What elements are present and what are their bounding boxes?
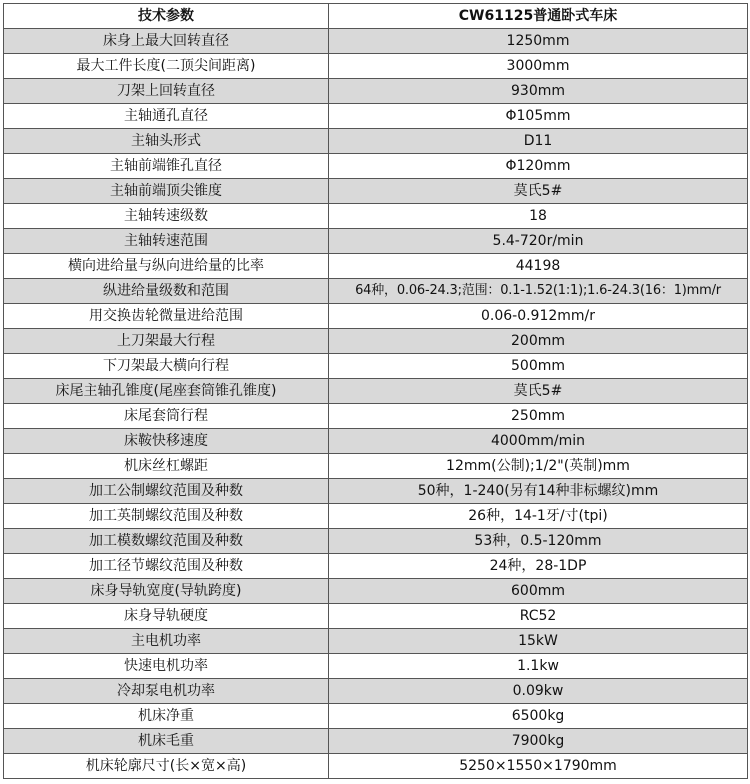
parameter-name-cell: 机床轮廓尺寸(长×宽×高) — [4, 754, 329, 779]
parameter-value-cell: RC52 — [329, 604, 748, 629]
table-row — [4, 429, 748, 454]
parameter-value-cell: 250mm — [329, 404, 748, 429]
table-row — [4, 104, 748, 129]
parameter-value-cell: Φ120mm — [329, 154, 748, 179]
parameter-value-cell: 4000mm/min — [329, 429, 748, 454]
table-row — [4, 554, 748, 579]
table-row — [4, 604, 748, 629]
table-row — [4, 504, 748, 529]
table-row — [4, 204, 748, 229]
parameter-value-cell: 200mm — [329, 329, 748, 354]
parameter-value-cell: 6500kg — [329, 704, 748, 729]
parameter-name-cell: 机床净重 — [4, 704, 329, 729]
table-row — [4, 579, 748, 604]
parameter-value-cell: 930mm — [329, 79, 748, 104]
parameter-value-cell: 5250×1550×1790mm — [329, 754, 748, 779]
table-row — [4, 404, 748, 429]
parameter-value-cell: 0.06-0.912mm/r — [329, 304, 748, 329]
parameter-name-cell: 用交换齿轮微量进给范围 — [4, 304, 329, 329]
table-row — [4, 379, 748, 404]
parameter-value-cell: 15kW — [329, 629, 748, 654]
parameter-value-cell: 64种，0.06-24.3;范围：0.1-1.52(1:1);1.6-24.3(16：1)mm/r — [329, 279, 748, 304]
parameter-name-cell: 上刀架最大行程 — [4, 329, 329, 354]
table-row — [4, 754, 748, 779]
parameter-value-cell: Φ105mm — [329, 104, 748, 129]
parameter-name-cell: 快速电机功率 — [4, 654, 329, 679]
table-row — [4, 654, 748, 679]
table-row — [4, 329, 748, 354]
parameter-value-cell: 53种，0.5-120mm — [329, 529, 748, 554]
parameter-value-cell: 莫氏5# — [329, 179, 748, 204]
parameter-name-cell: 加工径节螺纹范围及种数 — [4, 554, 329, 579]
table-row — [4, 279, 748, 304]
header-model: CW61125普通卧式车床 — [329, 4, 748, 29]
parameter-name-cell: 床身导轨宽度(导轨跨度) — [4, 579, 329, 604]
table-row — [4, 304, 748, 329]
parameter-name-cell: 主轴前端锥孔直径 — [4, 154, 329, 179]
spec-table-body — [4, 29, 748, 779]
table-row — [4, 529, 748, 554]
parameter-value-cell: 7900kg — [329, 729, 748, 754]
parameter-value-cell: 莫氏5# — [329, 379, 748, 404]
spec-table — [3, 3, 748, 779]
parameter-name-cell: 主轴前端顶尖锥度 — [4, 179, 329, 204]
parameter-name-cell: 冷却泵电机功率 — [4, 679, 329, 704]
parameter-value-cell: 600mm — [329, 579, 748, 604]
parameter-name-cell: 机床丝杠螺距 — [4, 454, 329, 479]
parameter-value-cell: 0.09kw — [329, 679, 748, 704]
parameter-name-cell: 床尾套筒行程 — [4, 404, 329, 429]
parameter-value-cell: 500mm — [329, 354, 748, 379]
table-row — [4, 679, 748, 704]
parameter-name-cell: 床身上最大回转直径 — [4, 29, 329, 54]
table-row — [4, 254, 748, 279]
parameter-value-cell: 24种，28-1DP — [329, 554, 748, 579]
parameter-name-cell: 加工模数螺纹范围及种数 — [4, 529, 329, 554]
parameter-value-cell: 26种，14-1牙/寸(tpi) — [329, 504, 748, 529]
table-row — [4, 79, 748, 104]
parameter-name-cell: 床尾主轴孔锥度(尾座套筒锥孔锥度) — [4, 379, 329, 404]
parameter-name-cell: 最大工件长度(二顶尖间距离) — [4, 54, 329, 79]
parameter-value-cell: 1250mm — [329, 29, 748, 54]
parameter-name-cell: 加工公制螺纹范围及种数 — [4, 479, 329, 504]
table-row — [4, 154, 748, 179]
parameter-value-cell: 12mm(公制);1/2"(英制)mm — [329, 454, 748, 479]
table-row — [4, 479, 748, 504]
parameter-name-cell: 主轴通孔直径 — [4, 104, 329, 129]
table-row — [4, 704, 748, 729]
table-row — [4, 229, 748, 254]
table-row — [4, 354, 748, 379]
parameter-name-cell: 横向进给量与纵向进给量的比率 — [4, 254, 329, 279]
table-row — [4, 179, 748, 204]
parameter-name-cell: 主轴转速级数 — [4, 204, 329, 229]
parameter-value-cell: 44198 — [329, 254, 748, 279]
table-row — [4, 729, 748, 754]
parameter-name-cell: 机床毛重 — [4, 729, 329, 754]
parameter-value-cell: D11 — [329, 129, 748, 154]
parameter-value-cell: 50种，1-240(另有14种非标螺纹)mm — [329, 479, 748, 504]
parameter-value-cell: 1.1kw — [329, 654, 748, 679]
parameter-name-cell: 床身导轨硬度 — [4, 604, 329, 629]
parameter-value-cell: 18 — [329, 204, 748, 229]
header-parameter: 技术参数 — [4, 4, 329, 29]
table-row — [4, 629, 748, 654]
table-row — [4, 29, 748, 54]
parameter-value-cell: 5.4-720r/min — [329, 229, 748, 254]
parameter-name-cell: 加工英制螺纹范围及种数 — [4, 504, 329, 529]
parameter-name-cell: 主轴头形式 — [4, 129, 329, 154]
parameter-name-cell: 下刀架最大横向行程 — [4, 354, 329, 379]
parameter-name-cell: 纵进给量级数和范围 — [4, 279, 329, 304]
parameter-value-cell: 3000mm — [329, 54, 748, 79]
table-header-row — [4, 4, 748, 29]
parameter-name-cell: 主电机功率 — [4, 629, 329, 654]
table-row — [4, 54, 748, 79]
parameter-name-cell: 刀架上回转直径 — [4, 79, 329, 104]
parameter-name-cell: 床鞍快移速度 — [4, 429, 329, 454]
table-row — [4, 454, 748, 479]
table-row — [4, 129, 748, 154]
parameter-name-cell: 主轴转速范围 — [4, 229, 329, 254]
